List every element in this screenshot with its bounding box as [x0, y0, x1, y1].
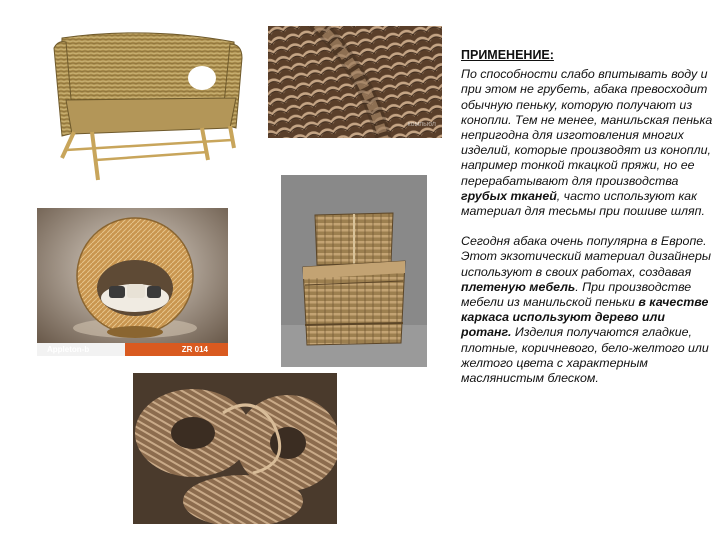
paragraph-2	[461, 234, 715, 386]
text-block	[461, 48, 715, 386]
paragraph-2-bold-a: плетеную мебель	[461, 279, 576, 294]
rope-coils-image	[133, 373, 337, 524]
wicker-basket-image	[281, 175, 427, 367]
ball-chair-image	[37, 208, 228, 356]
paragraph-2-text-c: Изделия получаются гладкие, плотные, коричневого, бело-желтого или желтого цвета с характерным маслянистым блеском.	[461, 325, 709, 386]
wicker-sofa-image	[52, 28, 244, 182]
paragraph-1	[461, 67, 715, 219]
paragraph-1-text-b: , часто используют как материал для тесьмы при пошиве шляп.	[461, 188, 705, 219]
paragraph-1-bold-a: грубых тканей	[461, 188, 557, 203]
rope-closeup-image	[268, 26, 442, 138]
paragraph-1-text-a: По способности слабо впитывать воду и при этом не грубеть, абака превосходит обычную пеньку, которую получают из конопли. Тем не менее, манильская пенька непригодна для изготовления многих изделий, которые производят из конопли, например тонкой ткацкой пряжи, но ее перерабатывают для производства	[461, 67, 713, 188]
image-watermark: компьюл	[407, 121, 436, 128]
caption-right: ZR 014	[181, 345, 208, 354]
caption-left: Appleton-b	[47, 345, 90, 354]
paragraph-2-text-b: . При производстве мебели из манильской пеньки	[461, 279, 692, 310]
paragraph-2-text-a: Сегодня абака очень популярна в Европе. Этот экзотический материал дизайнеры используют в своих работах, создавая	[461, 234, 711, 279]
section-heading: ПРИМЕНЕНИЕ:	[461, 48, 554, 62]
paragraph-2-bold-b: в качестве каркаса используют дерево или ротанг.	[461, 295, 709, 340]
image-caption-bar	[37, 343, 228, 356]
